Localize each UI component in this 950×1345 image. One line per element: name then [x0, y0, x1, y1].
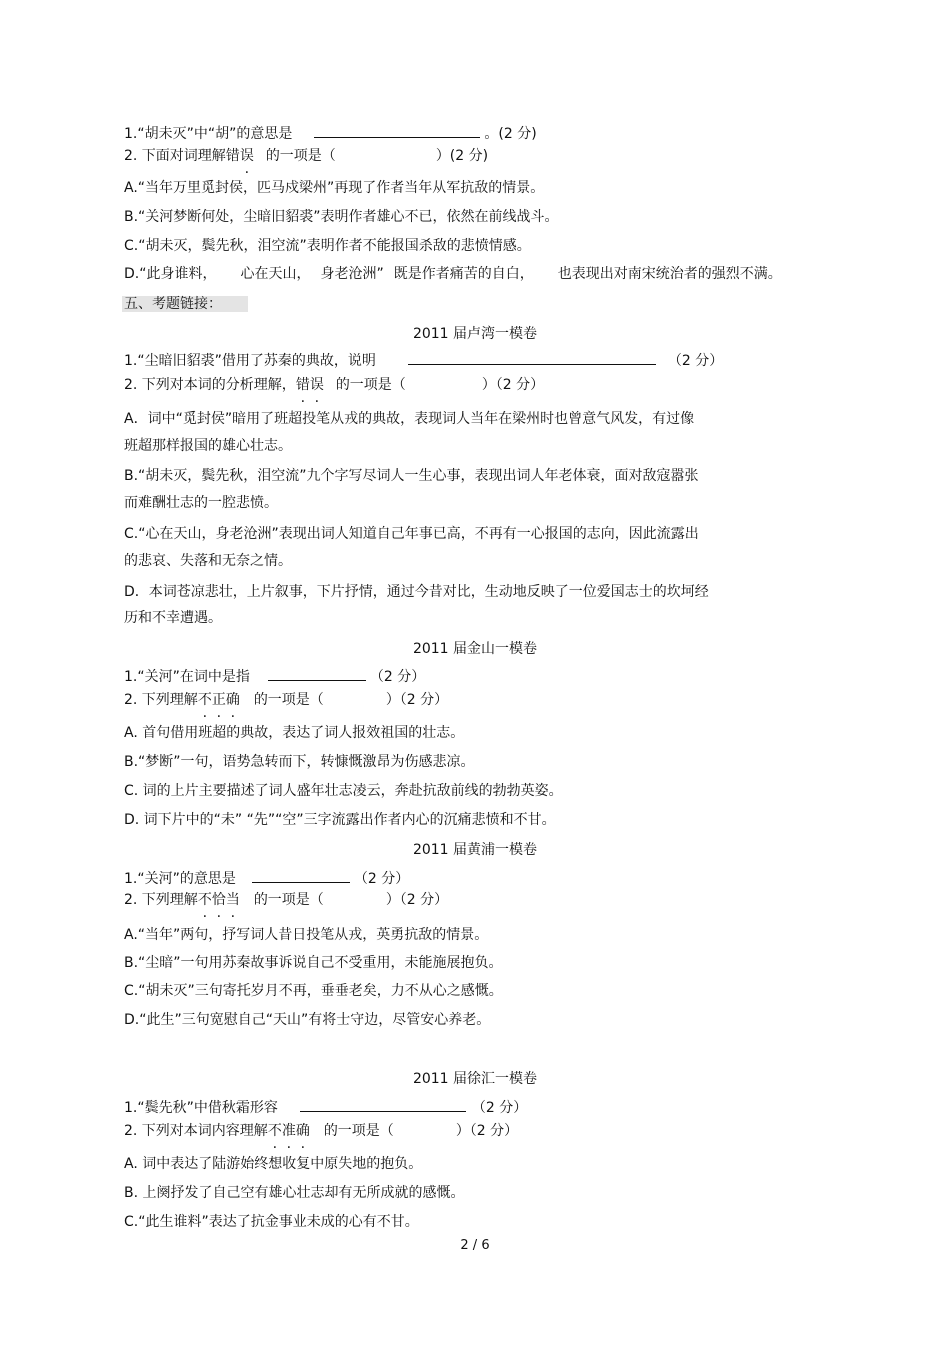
emphasis-char: 误 [309, 377, 324, 393]
emphasis-char: 当 [225, 892, 240, 908]
exam3-option-b: B.“尘暗”一句用苏秦故事诉说自己不受重用，未能施展抱负。 [124, 955, 503, 971]
answer-blank [268, 665, 366, 681]
emphasis-char: 确 [225, 692, 240, 708]
emphasis-char: 准 [281, 1123, 296, 1139]
emphasis-char: 误 [239, 148, 254, 164]
score-text: ）(2 分) [435, 148, 489, 164]
exam1-option-line: 班超那样报国的雄心壮志。 [124, 438, 292, 454]
exam1-option-line: 而难酬壮志的一腔悲愤。 [124, 495, 278, 511]
exam2-q1: 1.“关河”在词中是指 （2 分） [124, 665, 425, 687]
question-text: 的一项是（ [265, 148, 336, 164]
exam4-title: 2011 届徐汇一模卷 [412, 1071, 538, 1087]
score-text: 。(2 分) [484, 126, 537, 142]
answer-blank [408, 349, 656, 365]
exam4-option-c: C.“此生谁料”表达了抗金事业未成的心有不甘。 [124, 1214, 419, 1230]
exam4-option-a: A. 词中表达了陆游始终想收复中原失地的抱负。 [124, 1156, 423, 1172]
question-text: 2. 下面对词理解错 [124, 148, 240, 164]
answer-blank [252, 867, 350, 883]
exam2-option-d: D. 词下片中的“未” “先”“空”三字流露出作者内心的沉痛悲愤和不甘。 [124, 812, 556, 828]
exam1-q2: 2. 下列对本词的分析理解，错误 的一项是（ ）（2 分） [124, 377, 545, 393]
intro-option-c: C.“胡未灭，鬓先秋，泪空流”表明作者不能报国杀敌的悲愤情感。 [124, 238, 531, 254]
emphasis-char: 不 [267, 1123, 282, 1139]
intro-option-b: B.“关河梦断何处，尘暗旧貂裘”表明作者雄心不已，依然在前线战斗。 [124, 209, 559, 225]
intro-option-d: D.“此身谁料， 心在天山， 身老沧洲” 既是作者痛苦的自白， 也表现出对南宋统治者的强烈不满。 [124, 266, 782, 282]
exam2-option-b: B.“梦断”一句，语势急转而下，转慷慨激昂为伤感悲凉。 [124, 754, 475, 770]
page-number: 2 / 6 [460, 1238, 490, 1253]
exam3-q1: 1.“关河”的意思是 （2 分） [124, 867, 409, 889]
exam1-option-line: 历和不幸遭遇。 [124, 610, 222, 626]
exam1-option-line: A．词中“觅封侯”暗用了班超投笔从戎的典故，表现词人当年在梁州时也曾意气风发，有过像 [124, 411, 695, 427]
exam4-q2: 2. 下列对本词内容理解不准确 的一项是（ ）（2 分） [124, 1123, 519, 1139]
intro-q1 [124, 122, 537, 144]
intro-q2 [124, 146, 488, 166]
exam1-option-line: C.“心在天山，身老沧洲”表现出词人知道自己年事已高，不再有一心报国的志向，因此流露出 [124, 526, 699, 542]
exam4-q1: 1.“鬓先秋”中借秋霜形容 （2 分） [124, 1096, 527, 1118]
emphasis-char: 确 [295, 1123, 310, 1139]
section-title: 五、考题链接： [124, 294, 248, 314]
exam3-q2: 2. 下列理解不恰当 的一项是（ ）（2 分） [124, 892, 449, 908]
exam3-title: 2011 届黄浦一模卷 [412, 842, 538, 858]
emphasis-char: 恰 [211, 892, 226, 908]
exam1-option-line: B.“胡未灭，鬓先秋，泪空流”九个字写尽词人一生心事，表现出词人年老体衰，面对敌寇嚣张 [124, 468, 699, 484]
emphasis-char: 正 [211, 692, 226, 708]
exam4-option-b: B. 上阕抒发了自己空有雄心壮志却有无所成就的感慨。 [124, 1185, 465, 1201]
answer-blank [300, 1096, 466, 1112]
exam2-option-c: C. 词的上片主要描述了词人盛年壮志凌云，奔赴抗敌前线的勃勃英姿。 [124, 783, 563, 799]
question-text: 1.“胡未灭”中“胡”的意思是 [124, 126, 293, 142]
intro-option-a: A.“当年万里觅封侯，匹马戍梁州”再现了作者当年从军抗敌的情景。 [124, 180, 545, 196]
exam1-option-line: 的悲哀、失落和无奈之情。 [124, 553, 292, 569]
emphasis-char: 不 [197, 692, 212, 708]
exam3-option-d: D.“此生”三句宽慰自己“天山”有将士守边，尽管安心养老。 [124, 1012, 491, 1028]
exam1-title: 2011 届卢湾一模卷 [412, 326, 538, 342]
exam3-option-c: C.“胡未灭”三句寄托岁月不再，垂垂老矣，力不从心之感慨。 [124, 983, 503, 999]
emphasis-char: 错 [295, 377, 310, 393]
exam1-option-line: D．本词苍凉悲壮，上片叙事，下片抒情，通过今昔对比，生动地反映了一位爱国志士的坎坷经 [124, 584, 709, 600]
exam2-option-a: A. 首句借用班超的典故，表达了词人报效祖国的壮志。 [124, 725, 465, 741]
answer-blank [314, 122, 480, 138]
exam1-q1: 1.“尘暗旧貂裘”借用了苏秦的典故，说明 （2 分） [124, 349, 723, 371]
exam2-title: 2011 届金山一模卷 [412, 641, 538, 657]
emphasis-char: 不 [197, 892, 212, 908]
exam2-q2: 2. 下列理解不正确 的一项是（ ）（2 分） [124, 692, 449, 708]
exam3-option-a: A.“当年”两句，抒写词人昔日投笔从戎，英勇抗敌的情景。 [124, 927, 489, 943]
